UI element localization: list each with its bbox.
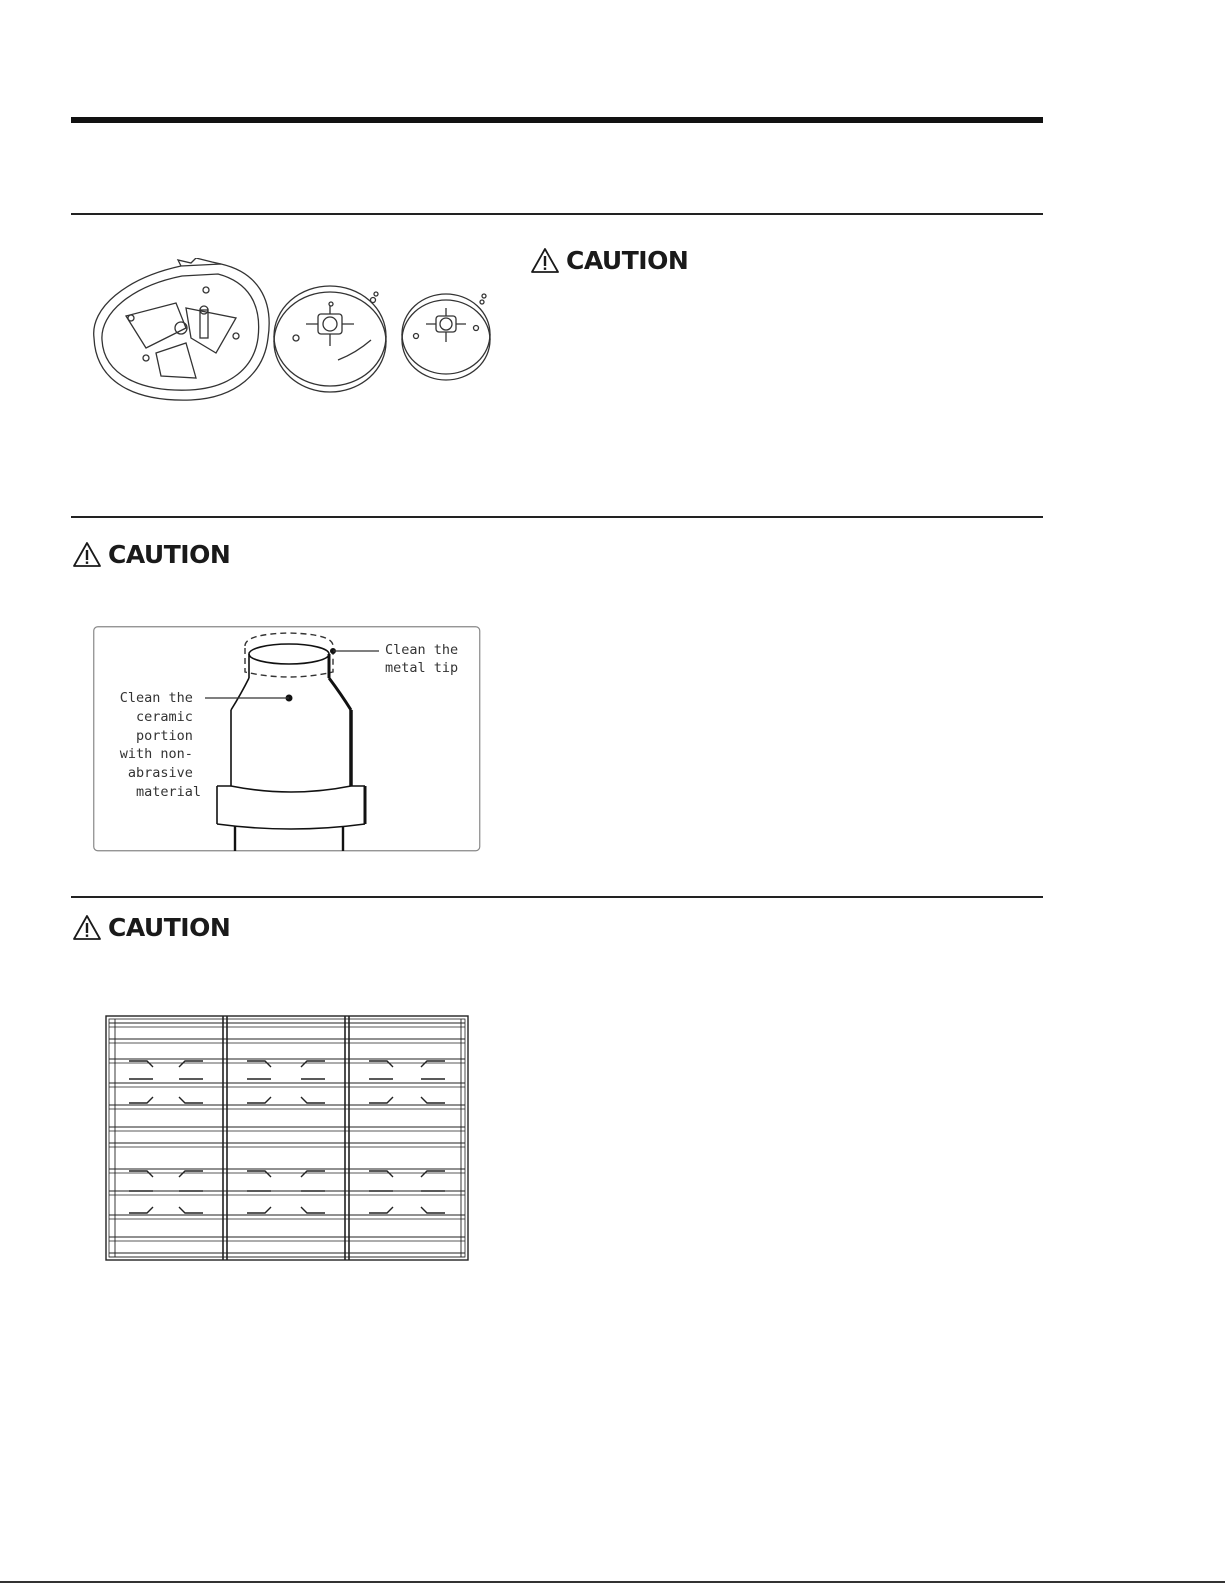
callout-line: with non-: [119, 746, 193, 762]
caution-heading-burners: [530, 246, 688, 275]
section-divider-2: [71, 516, 1043, 518]
caution-label: CAUTION: [108, 540, 231, 569]
callout-line: portion: [135, 728, 193, 744]
warning-triangle-icon: [530, 247, 560, 274]
caution-heading-igniter: [72, 540, 230, 569]
burner-parts-illustration: [86, 258, 498, 408]
section-divider-1: [71, 213, 1043, 215]
callout-line: metal tip: [385, 660, 459, 676]
callout-line: abrasive: [127, 765, 193, 781]
callout-line: material: [135, 784, 201, 800]
page-bottom-rule: [0, 1581, 1225, 1583]
callout-line: Clean the: [119, 690, 193, 706]
callout-line: Clean the: [385, 642, 459, 658]
warning-triangle-icon: [72, 541, 102, 568]
section-divider-3: [71, 896, 1043, 898]
caution-label: CAUTION: [108, 913, 231, 942]
igniter-cleaning-illustration: [93, 626, 481, 852]
header-rule: [71, 117, 1043, 123]
caution-heading-grates: [72, 913, 230, 942]
grates-illustration: [105, 1015, 471, 1263]
caution-label: CAUTION: [566, 246, 689, 275]
callout-line: ceramic: [135, 709, 193, 725]
warning-triangle-icon: [72, 914, 102, 941]
